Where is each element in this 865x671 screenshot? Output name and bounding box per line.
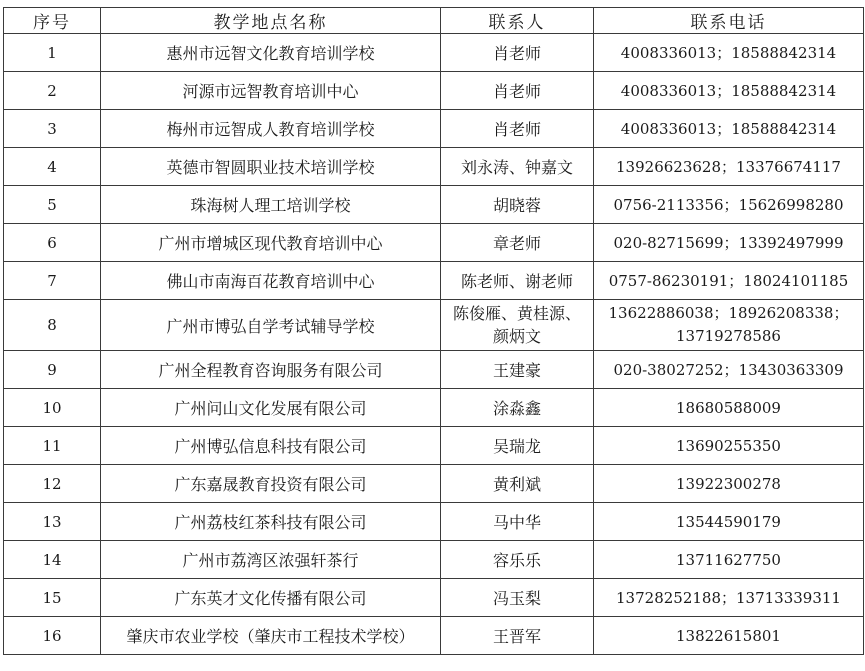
row-index: 2 <box>4 72 101 110</box>
row-index: 3 <box>4 110 101 148</box>
row-phone: 13926623628；13376674117 <box>594 148 864 186</box>
teaching-locations-table <box>3 7 864 655</box>
table-row <box>4 541 864 579</box>
row-location: 广州市博弘自学考试辅导学校 <box>101 300 441 351</box>
table-row <box>4 351 864 389</box>
row-location: 广州问山文化发展有限公司 <box>101 389 441 427</box>
row-location: 广东英才文化传播有限公司 <box>101 579 441 617</box>
row-contact: 肖老师 <box>441 34 594 72</box>
row-contact: 黄利斌 <box>441 465 594 503</box>
table-row <box>4 262 864 300</box>
header-contact: 联系人 <box>441 8 594 34</box>
row-index: 11 <box>4 427 101 465</box>
row-index: 10 <box>4 389 101 427</box>
row-contact: 冯玉梨 <box>441 579 594 617</box>
row-contact: 刘永涛、钟嘉文 <box>441 148 594 186</box>
row-location: 肇庆市农业学校（肇庆市工程技术学校） <box>101 617 441 655</box>
row-index: 16 <box>4 617 101 655</box>
row-location: 珠海树人理工培训学校 <box>101 186 441 224</box>
table-row <box>4 110 864 148</box>
row-index: 6 <box>4 224 101 262</box>
row-phone: 0757-86230191；18024101185 <box>594 262 864 300</box>
row-location: 广州博弘信息科技有限公司 <box>101 427 441 465</box>
table-row <box>4 72 864 110</box>
table-row <box>4 389 864 427</box>
row-index: 9 <box>4 351 101 389</box>
row-index: 4 <box>4 148 101 186</box>
row-location: 广东嘉晟教育投资有限公司 <box>101 465 441 503</box>
row-location: 广州全程教育咨询服务有限公司 <box>101 351 441 389</box>
row-phone: 13544590179 <box>594 503 864 541</box>
table-row <box>4 579 864 617</box>
table-row <box>4 186 864 224</box>
row-location: 梅州市远智成人教育培训学校 <box>101 110 441 148</box>
row-index: 15 <box>4 579 101 617</box>
row-location: 广州市荔湾区浓强轩茶行 <box>101 541 441 579</box>
row-phone: 13711627750 <box>594 541 864 579</box>
row-location: 佛山市南海百花教育培训中心 <box>101 262 441 300</box>
row-index: 7 <box>4 262 101 300</box>
table-row <box>4 503 864 541</box>
row-phone: 13822615801 <box>594 617 864 655</box>
row-location: 河源市远智教育培训中心 <box>101 72 441 110</box>
row-location: 惠州市远智文化教育培训学校 <box>101 34 441 72</box>
row-phone <box>594 300 864 351</box>
row-contact: 胡晓蓉 <box>441 186 594 224</box>
row-index: 8 <box>4 300 101 351</box>
table-row <box>4 300 864 351</box>
row-index: 14 <box>4 541 101 579</box>
row-phone: 020-38027252；13430363309 <box>594 351 864 389</box>
table-row <box>4 427 864 465</box>
row-index: 1 <box>4 34 101 72</box>
row-phone: 18680588009 <box>594 389 864 427</box>
row-phone: 4008336013；18588842314 <box>594 72 864 110</box>
row-contact: 肖老师 <box>441 110 594 148</box>
row-phone-line: 13719278586 <box>676 327 781 345</box>
row-contact: 王建豪 <box>441 351 594 389</box>
row-contact: 马中华 <box>441 503 594 541</box>
row-contact: 王晋军 <box>441 617 594 655</box>
row-index: 13 <box>4 503 101 541</box>
table-row <box>4 224 864 262</box>
row-index: 5 <box>4 186 101 224</box>
row-contact: 涂淼鑫 <box>441 389 594 427</box>
header-index: 序号 <box>4 8 101 34</box>
row-phone-line: 13622886038；18926208338； <box>608 304 849 322</box>
row-phone: 13690255350 <box>594 427 864 465</box>
row-contact: 容乐乐 <box>441 541 594 579</box>
header-location: 教学地点名称 <box>101 8 441 34</box>
row-location: 广州荔枝红茶科技有限公司 <box>101 503 441 541</box>
row-contact: 章老师 <box>441 224 594 262</box>
table-row <box>4 148 864 186</box>
row-phone: 4008336013；18588842314 <box>594 110 864 148</box>
table-row <box>4 34 864 72</box>
row-phone: 13728252188；13713339311 <box>594 579 864 617</box>
row-contact-line: 颜炳文 <box>492 327 541 346</box>
table-header-row <box>4 8 864 34</box>
header-phone: 联系电话 <box>594 8 864 34</box>
row-contact-line: 陈俊雁、黄桂源、 <box>452 304 581 323</box>
row-phone: 0756-2113356；15626998280 <box>594 186 864 224</box>
row-location: 广州市增城区现代教育培训中心 <box>101 224 441 262</box>
row-phone: 4008336013；18588842314 <box>594 34 864 72</box>
row-contact: 吴瑞龙 <box>441 427 594 465</box>
table-row <box>4 465 864 503</box>
row-phone: 13922300278 <box>594 465 864 503</box>
row-index: 12 <box>4 465 101 503</box>
row-contact: 陈老师、谢老师 <box>441 262 594 300</box>
table-row <box>4 617 864 655</box>
row-location: 英德市智圆职业技术培训学校 <box>101 148 441 186</box>
row-contact: 肖老师 <box>441 72 594 110</box>
row-contact <box>441 300 594 351</box>
row-phone: 020-82715699；13392497999 <box>594 224 864 262</box>
